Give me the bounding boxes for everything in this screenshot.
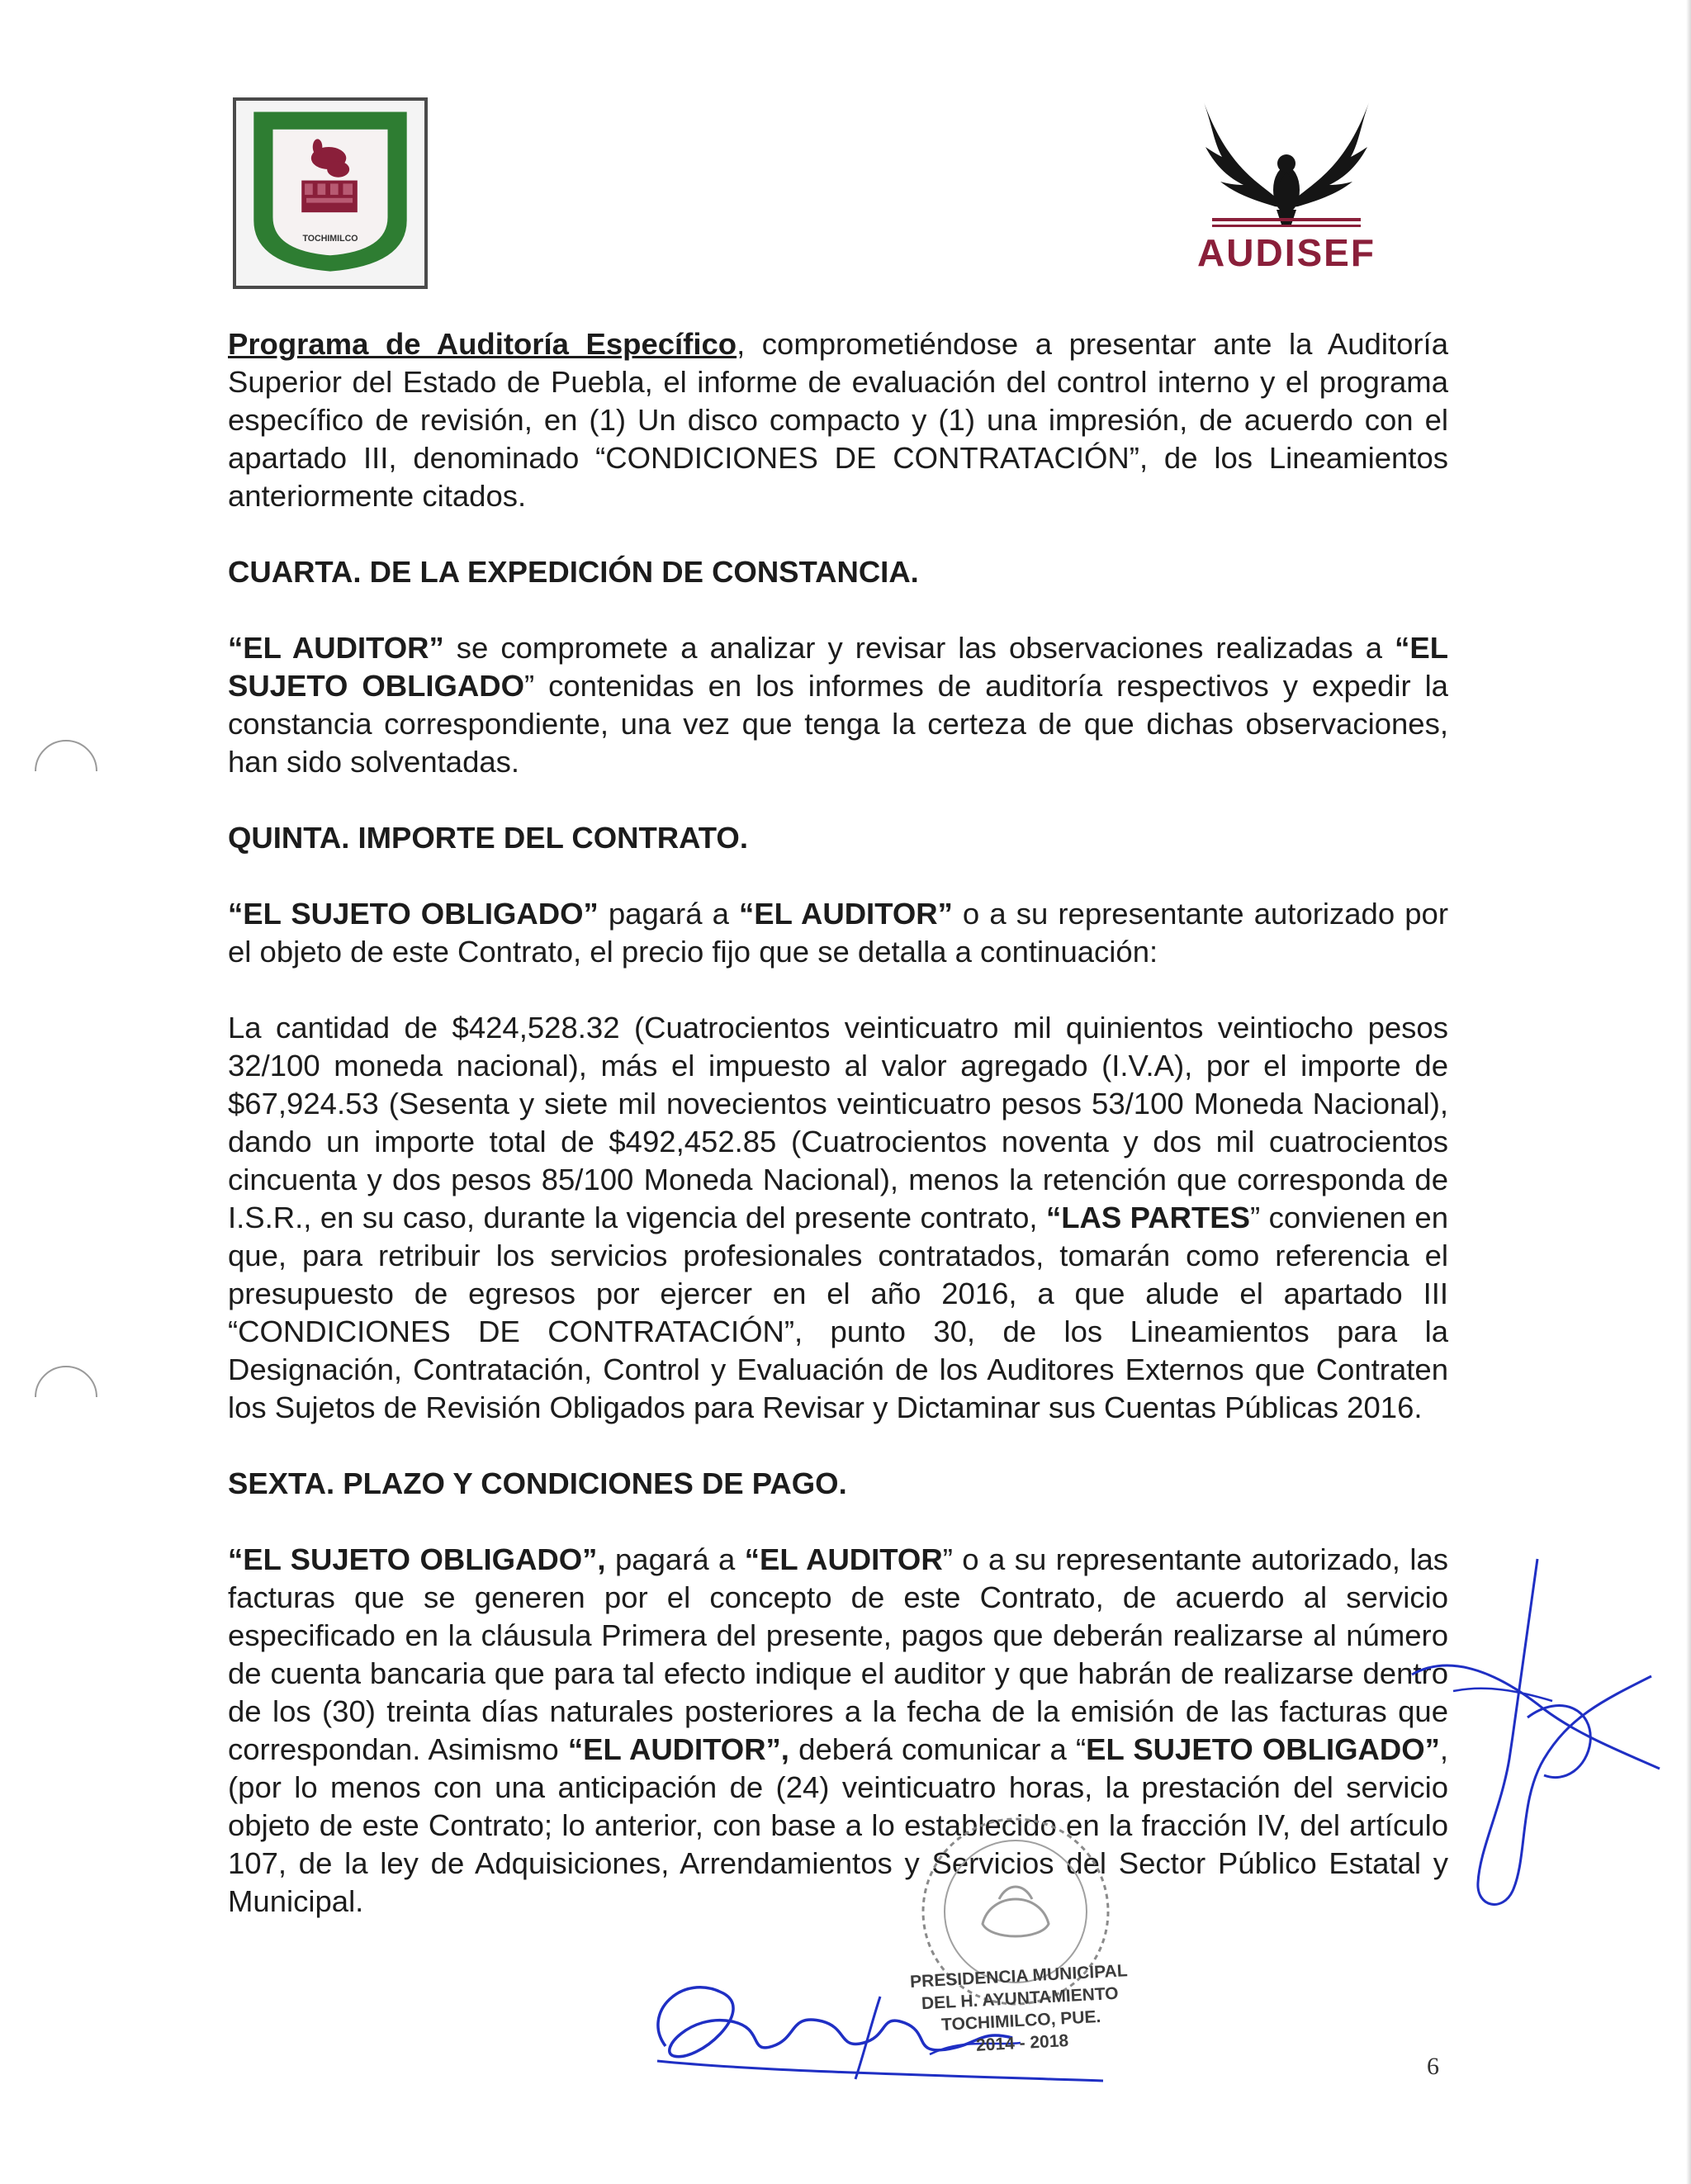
sexta-auditor-2: “EL AUDITOR”, — [567, 1732, 789, 1766]
quinta-paragraph — [228, 895, 1448, 971]
audisef-logo — [1189, 92, 1384, 281]
page-edge-shadow — [1686, 0, 1691, 2184]
contract-body — [228, 325, 1448, 1921]
sexta-sujeto: “EL SUJETO OBLIGADO”, — [228, 1542, 606, 1576]
cuarta-sujeto: “EL SUJETO OBLIGADO — [228, 631, 1448, 703]
sexta-sujeto-2: EL SUJETO OBLIGADO” — [1086, 1732, 1440, 1766]
seal-line-2: DEL H. AYUNTAMIENTO — [921, 1983, 1120, 2014]
sexta-text-4: , (por lo menos con una anticipación de (24) veinticuatro horas, la prestación del servicio objeto de este Contrato; lo anterior, con base a lo establecido en la fracción IV, del artículo 107, de la ley de Adquisiciones, Arrendamientos y Servicios del Sector Público Estatal y Municipal. — [228, 1732, 1448, 1918]
sexta-text-3: deberá comunicar a “ — [789, 1732, 1087, 1766]
sexta-auditor: “EL AUDITOR — [744, 1542, 943, 1576]
sexta-heading: SEXTA. PLAZO Y CONDICIONES DE PAGO. — [228, 1466, 847, 1500]
quinta-auditor: “EL AUDITOR” — [739, 897, 953, 931]
cantidad-text-2: ” convienen en que, para retribuir los servicios profesionales contratados, tomarán como referencia el presupuesto de egresos por ejercer en el año 2016, a que alude el apartado III “CONDICIONES DE CONTRATACIÓN”, punto 30, de los Lineamientos para la Designación, Contratación, Control y Evaluación de los Auditores Externos que Contraten los Sujetos de Revisión Obligados para Revisar y Dictaminar sus Cuentas Públicas 2016. — [228, 1201, 1448, 1424]
sexta-text-2: ” o a su representante autorizado, las facturas que se generen por el concepto de este Contrato, de acuerdo al servicio especificado en la cláusula Primera del presente, pagos que deberán realizarse al número de cuenta bancaria que para tal efecto indique el auditor y que habrán de realizarse dentro de los (30) treinta días naturales posteriores a la fecha de la emisión de las facturas que correspondan. Asimismo — [228, 1542, 1449, 1766]
intro-paragraph — [228, 325, 1448, 515]
eagle-icon — [1189, 92, 1384, 281]
binder-hole-top — [35, 740, 97, 803]
quinta-heading: QUINTA. IMPORTE DEL CONTRATO. — [228, 821, 748, 855]
tochimilco-shield-icon — [236, 101, 424, 286]
cantidad-text-1: La cantidad de $424,528.32 (Cuatrocientos veinticuatro mil quinientos veintiocho pesos 32/100 moneda nacional), más el impuesto al valor agregado (I.V.A), por el importe de $67,924.53 (Sesenta y siete mil novecientos veinticuatro pesos 53/100 Moneda Nacional), dando un importe total de $492,452.85 (Cuatrocientos noventa y dos mil cuatrocientos cincuenta y dos pesos 85/100 Moneda Nacional), menos la retención que corresponda de I.S.R., en su caso, durante la vigencia del presente contrato, — [228, 1011, 1448, 1234]
quinta-sujeto: “EL SUJETO OBLIGADO” — [228, 897, 599, 931]
sexta-text-1: pagará a — [605, 1542, 745, 1576]
cuarta-text-2: ” contenidas en los informes de auditoría respectivos y expedir la constancia correspondiente, una vez que tenga la certeza de que dichas observaciones, han sido solventadas. — [228, 669, 1448, 779]
sexta-paragraph — [228, 1541, 1448, 1921]
quinta-text-2: o a su representante autorizado por el objeto de este Contrato, el precio fijo que se detalla a continuación: — [228, 897, 1449, 969]
cuarta-heading: CUARTA. DE LA EXPEDICIÓN DE CONSTANCIA. — [228, 555, 919, 589]
cuarta-text-1: se compromete a analizar y revisar las observaciones realizadas a — [443, 631, 1395, 665]
cantidad-paragraph — [228, 1009, 1448, 1427]
quinta-text-1: pagará a — [598, 897, 739, 931]
cuarta-auditor: “EL AUDITOR” — [228, 631, 444, 665]
seal-line-4: 2014 - 2018 — [975, 2031, 1069, 2055]
tochimilco-logo — [233, 97, 428, 289]
intro-program-title: Programa de Auditoría Específico — [228, 327, 737, 361]
page-number: 6 — [1427, 2053, 1439, 2080]
margin-signature — [1404, 1552, 1668, 1916]
intro-text: , comprometiéndose a presentar ante la Auditoría Superior del Estado de Puebla, el informe de evaluación del control interno y el programa específico de revisión, en (1) Un disco compacto y (1) una impresión, de acuerdo con el apartado III, denominado “CONDICIONES DE CONTRATACIÓN”, de los Lineamientos anteriormente citados. — [228, 327, 1448, 513]
cantidad-partes: “LAS PARTES — [1045, 1201, 1250, 1234]
binder-hole-bottom — [35, 1366, 97, 1428]
seal-line-3: TOCHIMILCO, PUE. — [940, 2006, 1101, 2035]
seal-text — [902, 1959, 1138, 2061]
tochimilco-label: TOCHIMILCO — [302, 233, 358, 244]
cuarta-paragraph — [228, 629, 1448, 781]
seal-line-1: PRESIDENCIA MUNICIPAL — [909, 1961, 1129, 1992]
audisef-label: AUDISEF — [1197, 231, 1376, 274]
